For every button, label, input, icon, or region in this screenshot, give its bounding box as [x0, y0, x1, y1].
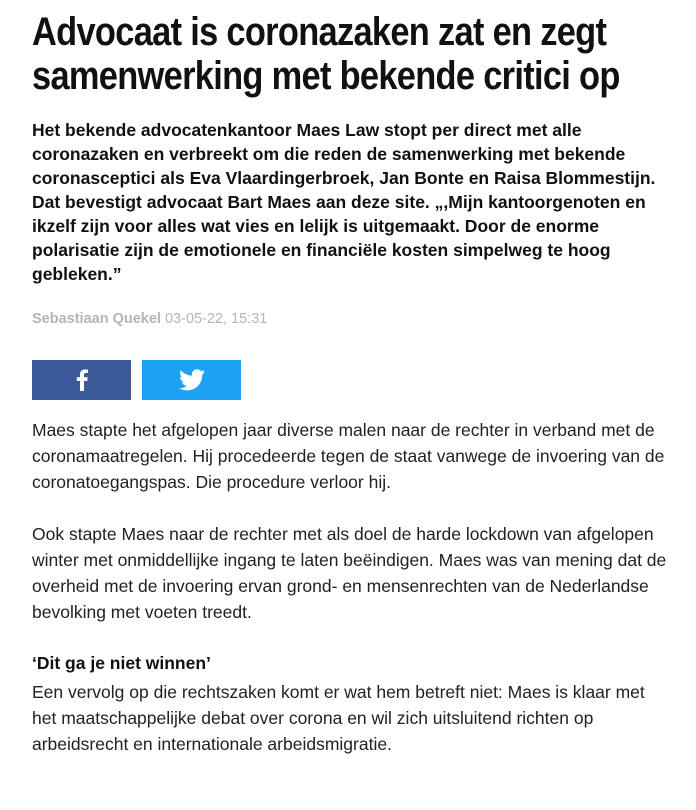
facebook-icon — [75, 369, 89, 391]
twitter-icon — [179, 369, 205, 391]
article-body — [32, 417, 672, 757]
body-paragraph-3: Een vervolg op die rechtszaken komt er wat hem betreft niet: Maes is klaar met het maatschappelijke debat over corona en wil zich uitsluitend richten op arbeidsrecht en internationale arbeidsmigratie. — [32, 682, 645, 754]
author-name[interactable]: Sebastiaan Quekel — [32, 311, 161, 327]
article-subhead: ‘Dit ga je niet winnen’ — [32, 653, 211, 673]
article-headline: Advocaat is coronazaken zat en zegt samenwerking met bekende critici op — [32, 10, 620, 98]
article-lead: Het bekende advocatenkantoor Maes Law stopt per direct met alle coronazaken en verbreekt om die reden de samenwerking met bekende coronasceptici als Eva Vlaardingerbroek, Jan Bonte en Raisa Blommestijn. Dat bevestigt advocaat Bart Maes aan deze site. „,Mijn kantoorgenoten en ikzelf zijn voor alles wat vies en lelijk is uitgemaakt. Door de enorme polarisatie zijn de emotionele en financiële kosten simpelweg te hoog gebleken.” — [32, 120, 656, 284]
article — [32, 10, 672, 783]
byline — [32, 309, 672, 329]
facebook-share-button[interactable] — [32, 360, 131, 400]
body-paragraph-2: Ook stapte Maes naar de rechter met als doel de harde lockdown van afgelopen winter met onmiddellijke ingang te laten beëindigen. Maes was van mening dat de overheid met de invoering ervan grond- en mensenrechten van de Nederlandse bevolking met voeten treedt. — [32, 524, 667, 622]
body-paragraph-1: Maes stapte het afgelopen jaar diverse malen naar de rechter in verband met de coronamaatregelen. Hij procedeerde tegen de staat vanwege de invoering van de coronatoegangspas. Die procedure verloor hij. — [32, 420, 665, 492]
share-buttons — [32, 360, 672, 400]
twitter-share-button[interactable] — [142, 360, 241, 400]
publish-datetime: 03-05-22, 15:31 — [164, 311, 268, 327]
